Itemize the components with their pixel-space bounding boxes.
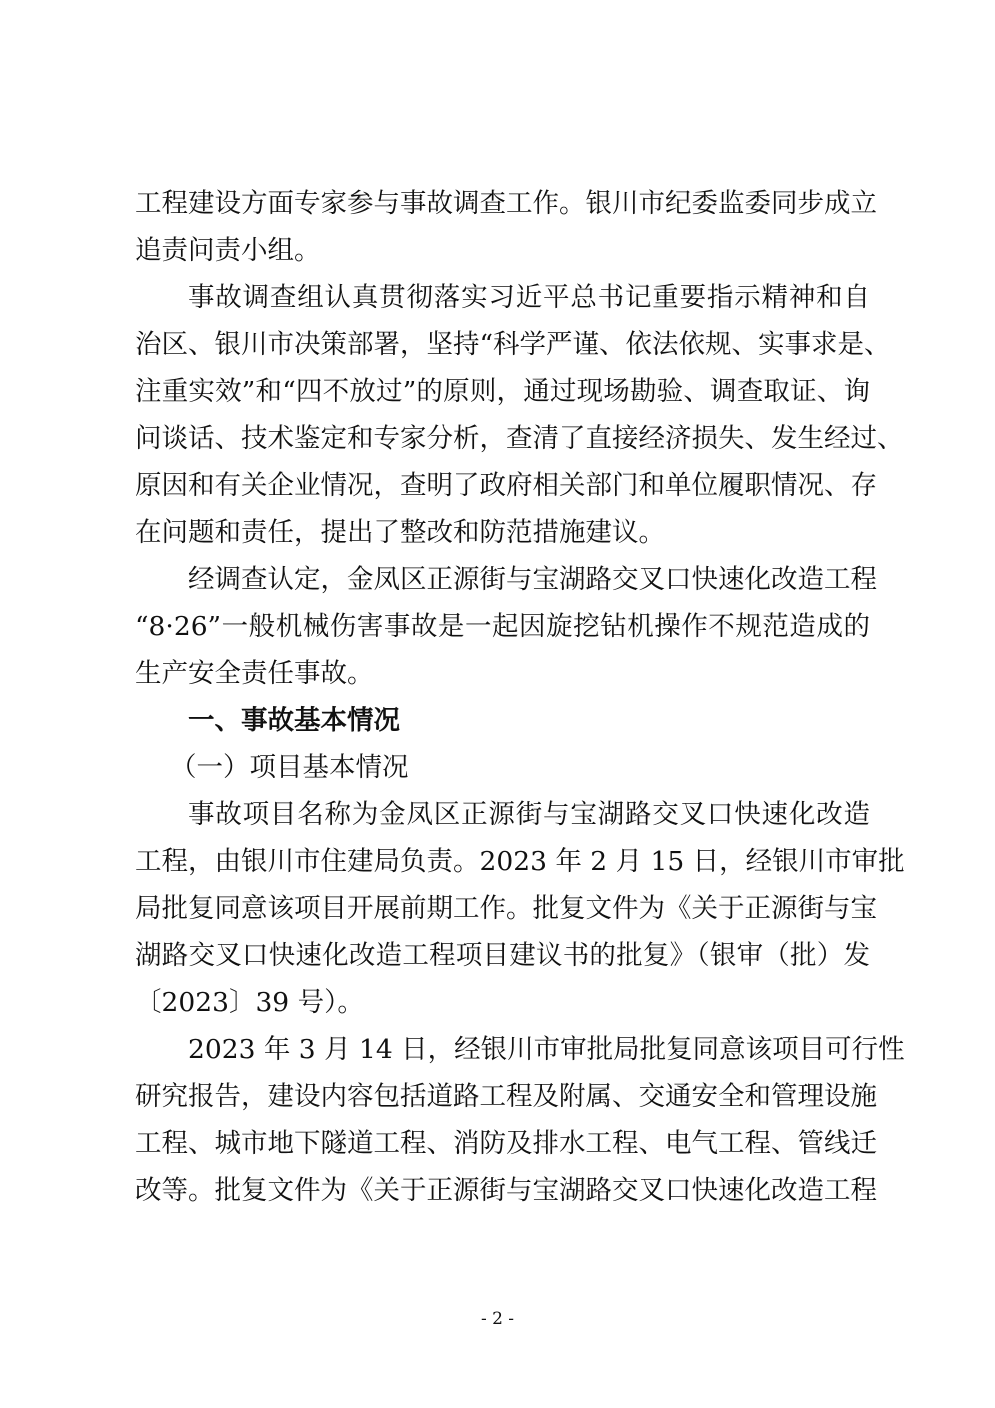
page-number: - 2 - bbox=[480, 1309, 515, 1329]
section-heading: 一、事故基本情况 bbox=[188, 705, 400, 736]
body-line: 原因和有关企业情况，查明了政府相关部门和单位履职情况、存 bbox=[135, 470, 877, 501]
body-line: 2023 年 3 月 14 日，经银川市审批局批复同意该项目可行性 bbox=[188, 1034, 905, 1065]
body-line: 工程、城市地下隧道工程、消防及排水工程、电气工程、管线迁 bbox=[135, 1128, 877, 1159]
body-line: 〔2023〕39 号）。 bbox=[135, 987, 364, 1018]
body-line: 生产安全责任事故。 bbox=[135, 658, 374, 689]
body-line: 工程，由银川市住建局负责。2023 年 2 月 15 日，经银川市审批 bbox=[135, 846, 905, 877]
body-line: 注重实效”和“四不放过”的原则，通过现场勘验、调查取证、询 bbox=[135, 376, 870, 407]
subsection-heading: （一）项目基本情况 bbox=[170, 752, 409, 783]
body-line: 治区、银川市决策部署，坚持“科学严谨、依法依规、实事求是、 bbox=[135, 329, 891, 360]
body-line: “8·26”一般机械伤害事故是一起因旋挖钻机操作不规范造成的 bbox=[135, 611, 870, 642]
body-line: 研究报告，建设内容包括道路工程及附属、交通安全和管理设施 bbox=[135, 1081, 877, 1112]
body-line: 事故调查组认真贯彻落实习近平总书记重要指示精神和自 bbox=[188, 282, 870, 313]
body-line: 在问题和责任，提出了整改和防范措施建议。 bbox=[135, 517, 665, 548]
body-line: 改等。批复文件为《关于正源街与宝湖路交叉口快速化改造工程 bbox=[135, 1175, 877, 1206]
body-line: 追责问责小组。 bbox=[135, 235, 321, 266]
body-line: 问谈话、技术鉴定和专家分析，查清了直接经济损失、发生经过、 bbox=[135, 423, 904, 454]
body-line: 湖路交叉口快速化改造工程项目建议书的批复》（银审（批）发 bbox=[135, 940, 870, 971]
body-line: 事故项目名称为金凤区正源街与宝湖路交叉口快速化改造 bbox=[188, 799, 870, 830]
body-line: 经调查认定，金凤区正源街与宝湖路交叉口快速化改造工程 bbox=[188, 564, 877, 595]
body-line: 局批复同意该项目开展前期工作。批复文件为《关于正源街与宝 bbox=[135, 893, 877, 924]
body-line: 工程建设方面专家参与事故调查工作。银川市纪委监委同步成立 bbox=[135, 188, 877, 219]
